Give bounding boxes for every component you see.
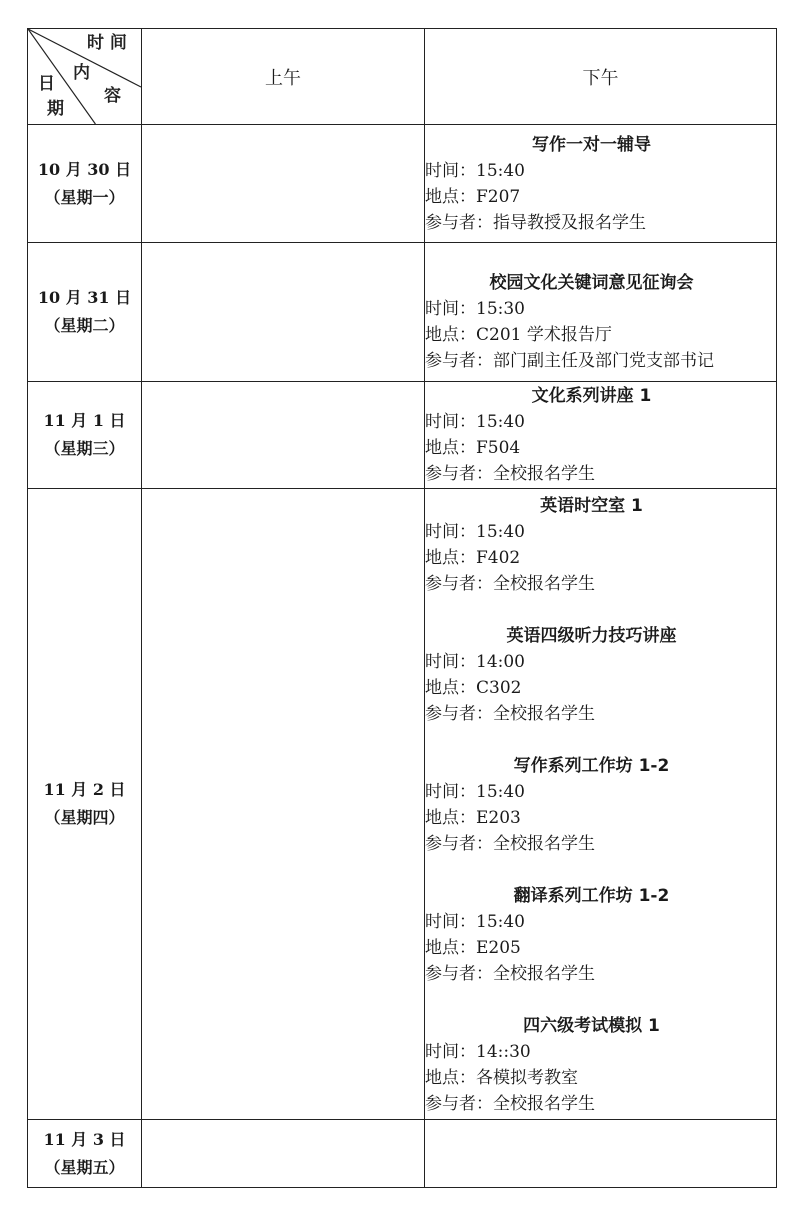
place-value: C302 [476,678,522,698]
date-cell [28,1120,142,1188]
event-place [425,435,776,461]
event-attendees [425,701,776,727]
am-cell [142,489,425,1120]
place-value: E203 [476,808,521,828]
place-value: C201 学术报告厅 [476,325,612,345]
event-time [425,649,776,675]
time-value: 15:30 [476,299,525,319]
header-pm: 下午 [425,29,777,125]
date-cell [28,243,142,382]
diag-label-date-1: 日 [38,74,55,94]
event-time [425,909,776,935]
attendee-value: 全校报名学生 [493,704,595,724]
attendee-label: 参与者： [425,704,493,724]
schedule-row [28,489,777,1120]
weekday-text: （星期三） [44,439,125,458]
event-time [425,296,776,322]
event-title: 文化系列讲座 1 [531,386,652,406]
header-am: 上午 [142,29,425,125]
event-title: 写作系列工作坊 1-2 [513,756,670,776]
diag-label-content-2: 容 [104,86,121,106]
date-cell [28,125,142,243]
attendee-label: 参与者： [425,464,493,484]
schedule-row [28,1120,777,1188]
event-title: 写作一对一辅导 [532,134,651,155]
event-title: 翻译系列工作坊 1-2 [513,886,670,906]
time-value: 14::30 [476,1042,531,1062]
attendee-value: 部门副主任及部门党支部书记 [493,351,714,371]
am-cell [142,1120,425,1188]
time-value: 15:40 [476,412,525,432]
event-attendees [425,831,776,857]
time-label: 时间： [425,412,476,432]
date-text: 10 月 31 日 [37,288,132,307]
date-text: 11 月 2 日 [43,780,126,799]
schedule-row [28,243,777,382]
time-value: 15:40 [476,782,525,802]
event-block [425,493,776,597]
time-label: 时间： [425,652,476,672]
pm-cell [425,125,777,243]
event-place [425,935,776,961]
attendee-label: 参与者： [425,574,493,594]
time-label: 时间： [425,1042,476,1062]
event-attendees [425,571,776,597]
weekday-text: （星期二） [44,316,125,335]
event-attendees [425,348,776,374]
event-time [425,1039,776,1065]
schedule-table [27,28,777,1188]
event-title: 英语四级听力技巧讲座 [506,626,677,646]
event-place [425,1065,776,1091]
time-label: 时间： [425,522,476,542]
event-time [425,409,776,435]
time-label: 时间： [425,912,476,932]
event-block [425,270,776,374]
pm-cell [425,243,777,382]
time-value: 15:40 [476,160,525,181]
place-label: 地点： [425,548,476,568]
attendee-label: 参与者： [425,834,493,854]
event-title: 四六级考试模拟 1 [523,1016,660,1036]
event-attendees [425,210,776,236]
event-place [425,545,776,571]
event-attendees [425,461,776,487]
attendee-label: 参与者： [425,212,493,233]
attendee-label: 参与者： [425,964,493,984]
place-label: 地点： [425,186,476,207]
pm-cell [425,382,777,489]
weekday-text: （星期五） [44,1157,125,1177]
event-attendees [425,1091,776,1117]
time-value: 15:40 [476,912,525,932]
place-value: E205 [476,938,521,958]
attendee-value: 全校报名学生 [493,1094,595,1114]
date-cell [28,382,142,489]
date-text: 11 月 3 日 [43,1129,126,1149]
schedule-row [28,382,777,489]
event-place [425,805,776,831]
pm-cell [425,1120,777,1188]
event-block [425,623,776,727]
event-title: 英语时空室 1 [540,496,643,516]
diag-label-date-2: 期 [47,99,64,119]
am-cell [142,243,425,382]
attendee-value: 全校报名学生 [493,464,595,484]
place-label: 地点： [425,325,476,345]
date-text: 11 月 1 日 [43,411,126,430]
event-block [425,383,776,487]
place-value: F504 [476,438,521,458]
diag-label-time: 时 间 [87,33,127,53]
attendee-value: 全校报名学生 [493,964,595,984]
event-place [425,675,776,701]
attendee-value: 全校报名学生 [493,574,595,594]
place-value: 各模拟考教室 [476,1068,578,1088]
attendee-label: 参与者： [425,351,493,371]
diag-label-content-1: 内 [73,63,90,83]
schedule-row [28,125,777,243]
diagonal-header-cell [28,29,142,125]
event-place [425,322,776,348]
time-value: 15:40 [476,522,525,542]
event-block [425,883,776,987]
place-label: 地点： [425,678,476,698]
event-title: 校园文化关键词意见征询会 [489,273,694,293]
pm-cell [425,489,777,1120]
weekday-text: （星期一） [44,187,125,207]
time-label: 时间： [425,299,476,319]
event-block [425,132,776,236]
time-label: 时间： [425,782,476,802]
date-cell [28,489,142,1120]
event-attendees [425,961,776,987]
am-cell [142,125,425,243]
place-value: F207 [476,186,521,207]
weekday-text: （星期四） [44,808,125,827]
place-value: F402 [476,548,521,568]
time-value: 14:00 [476,652,525,672]
event-place [425,184,776,210]
time-label: 时间： [425,160,476,181]
event-time [425,519,776,545]
header-row [28,29,777,125]
place-label: 地点： [425,1068,476,1088]
attendee-value: 全校报名学生 [493,834,595,854]
place-label: 地点： [425,808,476,828]
attendee-label: 参与者： [425,1094,493,1114]
event-time [425,158,776,184]
date-text: 10 月 30 日 [37,159,132,179]
event-block [425,753,776,857]
place-label: 地点： [425,938,476,958]
place-label: 地点： [425,438,476,458]
event-block [425,1013,776,1117]
attendee-value: 指导教授及报名学生 [493,212,646,233]
am-cell [142,382,425,489]
event-time [425,779,776,805]
